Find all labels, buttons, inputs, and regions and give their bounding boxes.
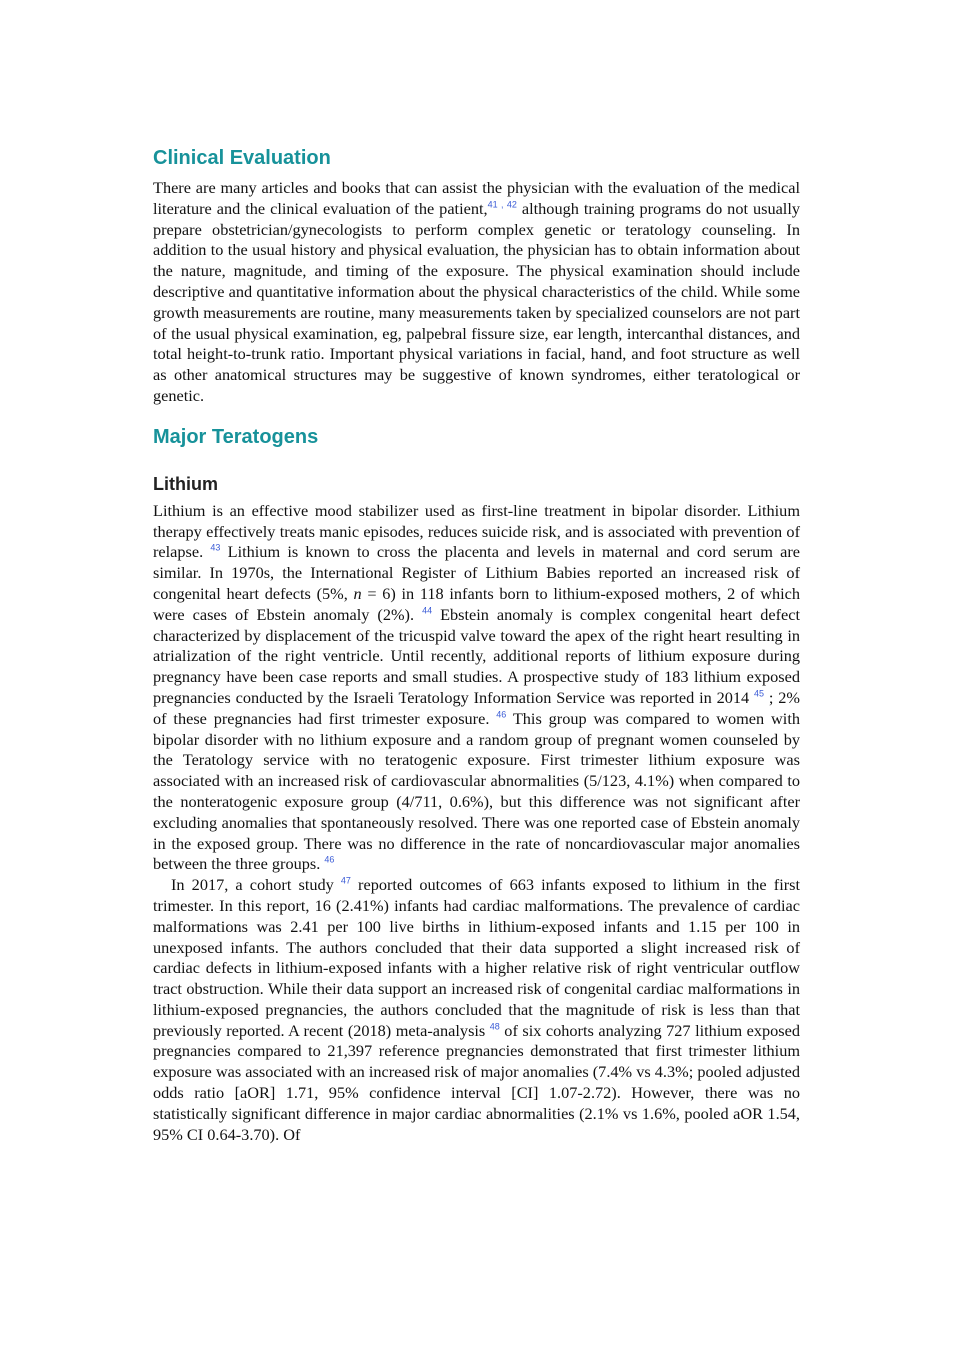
subsection-heading-lithium: Lithium [153, 473, 218, 494]
text-run: of six cohorts analyzing 727 lithium exposed pregnancies compared to 21,397 reference pregnancies demonstrated that first trimester lithium exposure was associated with an increased risk of major anomalies (7.4% vs 4.3%; pooled adjusted odds ratio [aOR] 1.71, 95% confidence interval [CI] 1.07-2.72). However, there was no statistically significant difference in major cardiac abnormalities (2.1% vs 1.6%, pooled aOR 1.54, 95% CI 0.64-3.70). Of [153, 1020, 800, 1144]
paragraph-lithium-2 [153, 875, 800, 1145]
text-run: There are many articles and books that can assist the physician with the evaluation of the medical literature and the clinical evaluation of the patient, [153, 178, 800, 218]
citation-link[interactable]: 43 [210, 542, 221, 553]
text-run: In 2017, a cohort study [171, 875, 341, 895]
section-heading-major-teratogens: Major Teratogens [153, 425, 319, 448]
citation-link[interactable]: 44 [422, 605, 433, 616]
text-run: ; 2% of these pregnancies had first trimester exposure. [153, 687, 800, 728]
text-run: Lithium is known to cross the placenta and levels in maternal and cord serum are similar. In 1970s, the International Register of Lithium Babies reported an increased risk of congenital heart defects (5%, [153, 542, 800, 603]
citation-link[interactable]: 46 [496, 709, 507, 720]
text-run: Ebstein anomaly is complex congenital heart defect characterized by displacement of the tricuspid valve toward the apex of the right heart resulting in atrialization of the right ventricle. Until recently, additional reports of lithium exposure during pregnancy have been case reports and small studies. A prospective study of 183 lithium exposed pregnancies conducted by the Israeli Teratology Information Service was reported in 2014 [153, 604, 801, 707]
text-run: = 6) in 118 infants born to lithium-exposed mothers, 2 of which were cases of Ebstein anomaly (2%). [153, 583, 800, 624]
article-page [153, 146, 800, 1145]
italic-n: n [353, 583, 362, 603]
citation-link[interactable]: 47 [340, 875, 351, 886]
citation-link[interactable]: 45 [754, 688, 765, 699]
paragraph-clinical-evaluation [153, 178, 800, 407]
citation-link[interactable]: 48 [489, 1021, 500, 1032]
text-run: reported outcomes of 663 infants exposed to lithium in the first trimester. In this report, 16 (2.41%) infants had cardiac malformations. The prevalence of cardiac malformations was 2.41 per 100 live births in lithium-exposed infants and 1.15 per 100 in unexposed infants. The authors concluded that their data supported a slight increased risk of cardiac defects in lithium-exposed infants with a higher relative risk of right ventricular outflow tract obstruction. While their data support an increased risk of congenital cardiac malformations in lithium-exposed pregnancies, the authors concluded that the magnitude of risk is less than that previously reported. A recent (2018) meta-analysis [153, 875, 801, 1040]
citation-link[interactable]: 41 , 42 [487, 199, 517, 210]
citation-link[interactable]: 46 [324, 854, 335, 865]
section-heading-clinical-evaluation: Clinical Evaluation [153, 147, 331, 169]
text-run: This group was compared to women with bipolar disorder with no lithium exposure and a random group of pregnant women counseled by the Teratology service with no teratogenic exposure. First trimester lithium exposure was associated with an increased risk of cardiovascular abnormalities (5/123, 4.1%) when compared to the nonteratogenic exposure group (4/711, 0.6%), but this difference was not significant after excluding anomalies that spontaneously resolved. There was one reported case of Ebstein anomaly in the exposed group. There was no difference in the rate of noncardiovascular major anomalies between the three groups. [153, 708, 800, 874]
text-run: Lithium is an effective mood stabilizer used as first-line treatment in bipolar disorder. Lithium therapy effectively treats manic episodes, reduces suicide risk, and is associated with prevention of relapse. [153, 500, 800, 562]
paragraph-lithium-1 [153, 501, 800, 875]
text-run: although training programs do not usually prepare obstetrician/gynecologists to perform complex genetic or teratology counseling. In addition to the usual history and physical evaluation, the physician has to obtain information about the nature, magnitude, and timing of the exposure. The physical examination should include descriptive and quantitative information about the physical characteristics of the child. While some growth measurements are routine, many measurements taken by specialized counselors are not part of the usual physical examination, eg, palpebral fissure size, ear length, intercanthal distances, and total height-to-trunk ratio. Important physical variations in facial, hand, and foot structure as well as other anatomical structures may be suggestive of known syndromes, either teratological or genetic. [153, 198, 800, 405]
